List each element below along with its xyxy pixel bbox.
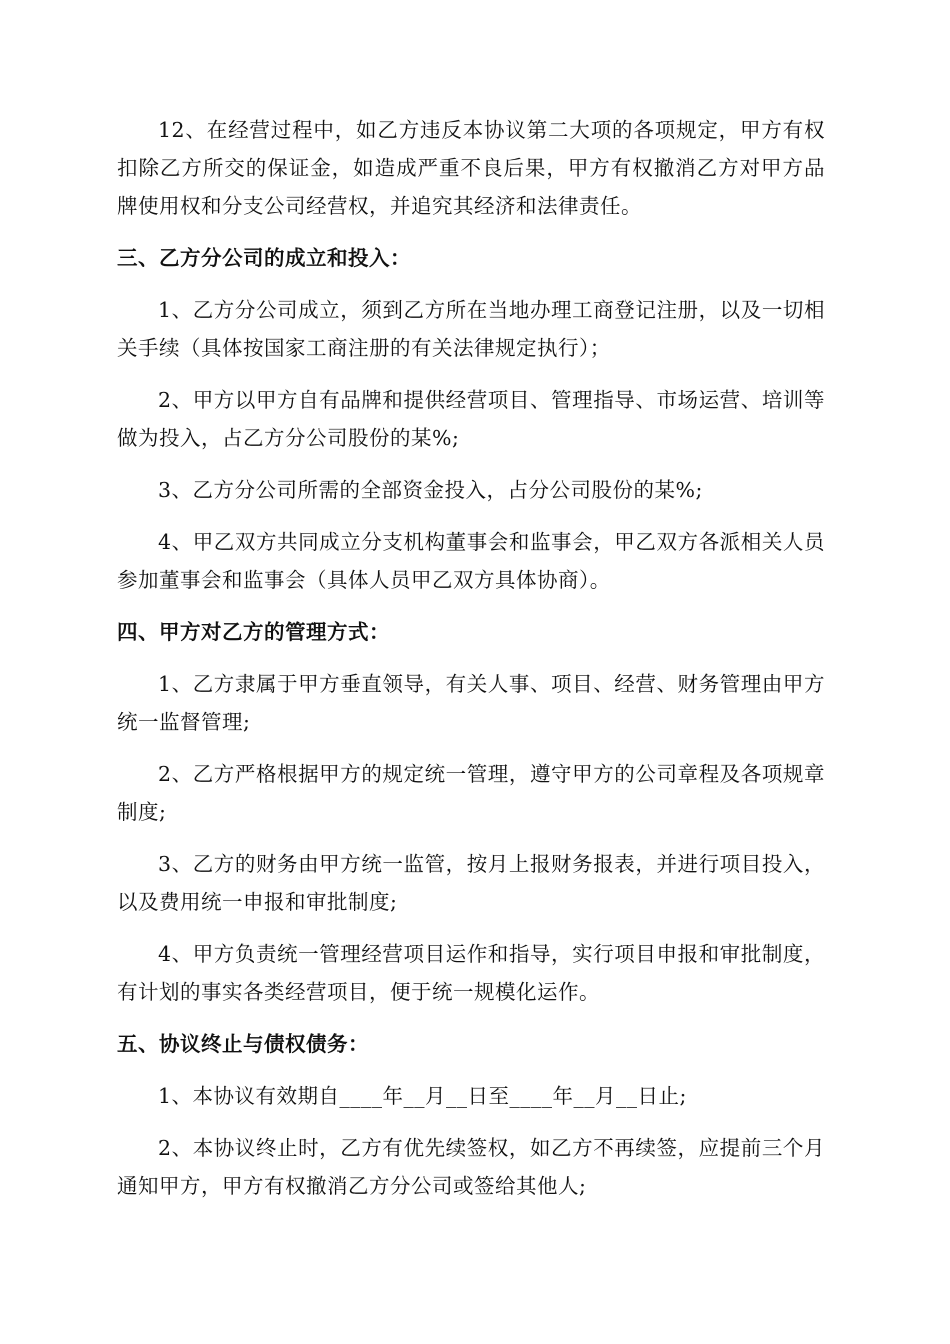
document-body (117, 111, 825, 1219)
clause-3-4: 4、甲乙双方共同成立分支机构董事会和监事会，甲乙双方各派相关人员参加董事会和监事会（具体人员甲乙双方具体协商）。 (117, 530, 825, 592)
section-5-heading: 五、协议终止与债权债务： (117, 1032, 369, 1056)
clause-2-12: 12、在经营过程中，如乙方违反本协议第二大项的各项规定，甲方有权扣除乙方所交的保证金，如造成严重不良后果，甲方有权撤消乙方对甲方品牌使用权和分支公司经营权，并追究其经济和法律责任。 (117, 118, 825, 218)
clause-3-1: 1、乙方分公司成立，须到乙方所在当地办理工商登记注册，以及一切相关手续（具体按国家工商注册的有关法律规定执行）； (117, 298, 825, 360)
clause-3-2: 2、甲方以甲方自有品牌和提供经营项目、管理指导、市场运营、培训等做为投入，占乙方分公司股份的某%; (117, 388, 825, 450)
clause-5-1: 1、本协议有效期自____年__月__日至____年__月__日止; (158, 1084, 687, 1108)
clause-4-4: 4、甲方负责统一管理经营项目运作和指导，实行项目申报和审批制度，有计划的事实各类经营项目，便于统一规模化运作。 (117, 942, 825, 1004)
section-4-heading: 四、甲方对乙方的管理方式： (117, 620, 390, 644)
clause-3-3: 3、乙方分公司所需的全部资金投入，占分公司股份的某%; (158, 478, 703, 502)
clause-4-1: 1、乙方隶属于甲方垂直领导，有关人事、项目、经营、财务管理由甲方统一监督管理; (117, 672, 825, 734)
clause-5-2: 2、本协议终止时，乙方有优先续签权，如乙方不再续签，应提前三个月通知甲方，甲方有权撤消乙方分公司或签给其他人; (117, 1136, 825, 1198)
clause-4-3: 3、乙方的财务由甲方统一监管，按月上报财务报表，并进行项目投入，以及费用统一申报和审批制度; (117, 852, 825, 914)
clause-4-2: 2、乙方严格根据甲方的规定统一管理，遵守甲方的公司章程及各项规章制度; (117, 762, 825, 824)
section-3-heading: 三、乙方分公司的成立和投入： (117, 246, 411, 270)
